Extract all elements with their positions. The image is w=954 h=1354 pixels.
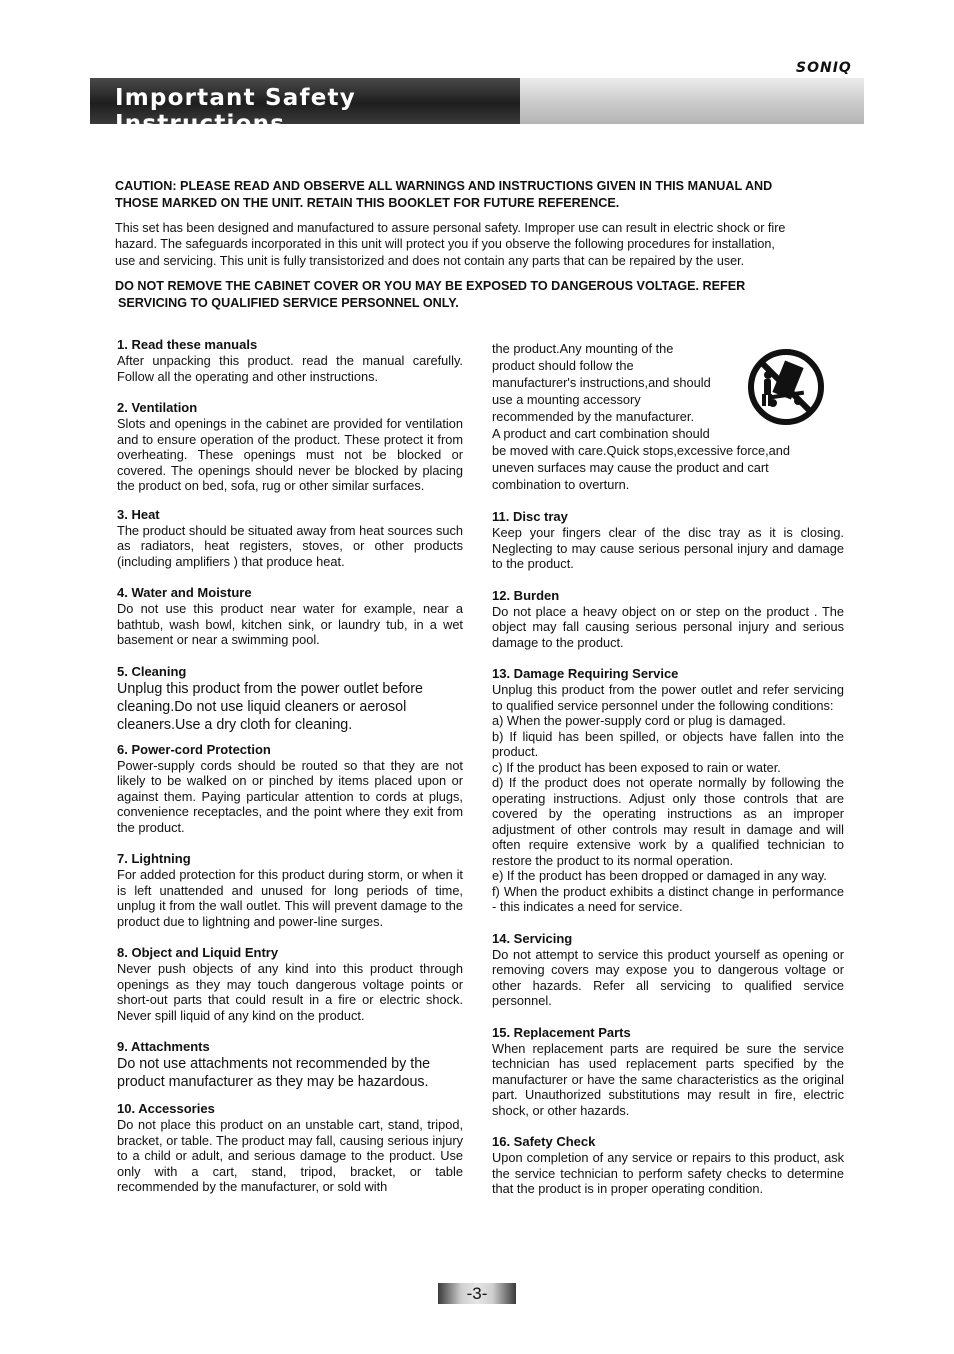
section-heading: 15. Replacement Parts <box>492 1024 631 1040</box>
section-heading: 7. Lightning <box>117 851 191 866</box>
title-banner-dark <box>90 78 520 137</box>
section-body: Do not use attachments not recommended by the product manufacturer as they may be hazardous. <box>117 1056 431 1090</box>
section-replacement-parts <box>492 1025 844 1119</box>
caution-line: CAUTION: PLEASE READ AND OBSERVE ALL WARNINGS AND INSTRUCTIONS GIVEN IN THIS MANUAL AND <box>115 179 773 193</box>
section-ventilation <box>117 400 463 494</box>
voltage-warning <box>115 278 835 311</box>
section-body: The product should be situated away from heat sources such as radiators, heat registers, stoves, or other products (including amplifiers ) that produce heat. <box>117 522 463 569</box>
section-heading: 11. Disc tray <box>492 509 568 524</box>
section-heading: 4. Water and Moisture <box>117 585 252 600</box>
right-column <box>492 340 844 1197</box>
title-banner <box>90 78 864 137</box>
section-burden <box>492 588 844 651</box>
continued-line: the product.Any mounting of the <box>492 341 674 356</box>
intro-line: hazard. The safeguards incorporated in this unit will protect you if you observe the following procedures for installation, <box>115 237 775 252</box>
section-heading: 16. Safety Check <box>492 1134 596 1149</box>
page-title: Important Safety Instructions <box>115 85 356 137</box>
section-accessories <box>117 1101 463 1195</box>
section-water-moisture <box>117 585 463 648</box>
section-damage-service <box>492 666 844 915</box>
caution-notice <box>115 178 835 211</box>
section-heading: 6. Power-cord Protection <box>117 741 271 757</box>
section-body: Unplug this product from the power outlet before cleaning.Do not use liquid cleaners or aerosol cleaners.Use a dry cloth for cleaning. <box>117 680 423 733</box>
section-heading: 14. Servicing <box>492 930 573 946</box>
continued-line: combination to overturn. <box>492 477 630 492</box>
section-body: Do not attempt to service this product yourself as opening or removing covers may expose you to dangerous voltage or other hazards. Refer all servicing to qualified service personnel. <box>492 946 844 1008</box>
warning-line: SERVICING TO QUALIFIED SERVICE PERSONNEL ONLY. <box>118 295 459 310</box>
section-body: Power-supply cords should be routed so that they are not likely to be walked on or pinched by items placed upon or against them. Paying particular attention to cords at plugs, convenience receptacles, and the point where they exit from the product. <box>117 757 463 835</box>
section-cleaning <box>117 664 463 734</box>
section-heading: 2. Ventilation <box>117 400 198 415</box>
continued-line: recommended by the manufacturer. <box>492 409 695 424</box>
section-body: Unplug this product from the power outlet and refer servicing to qualified service personnel under the following conditions: <box>492 682 844 713</box>
condition-item: d) If the product does not operate normally by following the operating instructions. Adjust only those controls that are covered by the operating instructions as an improper adjustment of other controls may result in damage and will often require extensive work by a qualified technician to restore the product to its normal operation. <box>492 775 844 868</box>
intro-line: use and servicing. This unit is fully transistorized and does not contain any parts that can be repaired by the user. <box>115 253 745 268</box>
section-body: For added protection for this product during storm, or when it is left unattended and unused for long periods of time, unplug it from the wall outlet. This will prevent damage to the product due to lightning and power-line surges. <box>117 867 463 929</box>
section-heading: 13. Damage Requiring Service <box>492 666 679 681</box>
section-body: Slots and openings in the cabinet are provided for ventilation and to ensure operation of the product. These protect it from overheating. These openings must not be blocked or covered. The openings should never be blocked by placing the product on bed, sofa, rug or other similar surfaces. <box>117 416 463 493</box>
section-attachments <box>117 1039 463 1091</box>
no-cart-tipover-icon <box>746 347 826 427</box>
section-body: Keep your fingers clear of the disc tray as it is closing. Neglecting to may cause serious personal injury and damage to the product. <box>492 525 844 571</box>
section-heading: 8. Object and Liquid Entry <box>117 945 279 960</box>
section-heading: 5. Cleaning <box>117 663 187 679</box>
section-heading: 10. Accessories <box>117 1101 215 1116</box>
section-read-manuals <box>117 337 463 384</box>
condition-item: f) When the product exhibits a distinct change in performance - this indicates a need for service. <box>492 883 844 914</box>
section-body: Do not use this product near water for example, near a bathtub, wash bowl, kitchen sink, or laundry tub, in a wet basement or near a swimming pool. <box>117 601 463 647</box>
section-servicing <box>492 931 844 1009</box>
left-column <box>117 337 463 1195</box>
section-body: When replacement parts are required be sure the service technician has used replacement parts specified by the manufacturer or have the same characteristics as the original part. Unauthorized substitutions may result in fire, electric shock, or other hazards. <box>492 1040 844 1118</box>
continued-line: use a mounting accessory <box>492 392 641 407</box>
intro-paragraph <box>115 220 840 269</box>
section-body: Do not place this product on an unstable cart, stand, tripod, bracket, or table. The product may fall, causing serious injury to a child or adult, and serious damage to the product. Use only with a cart, stand, tripod, bracket, or table recommended by the manufacturer, or sold with <box>117 1117 463 1194</box>
continued-line: be moved with care.Quick stops,excessive force,and <box>492 443 791 458</box>
section-safety-check <box>492 1134 844 1197</box>
intro-line: This set has been designed and manufactured to assure personal safety. Improper use can result in electric shock or fire <box>115 221 786 235</box>
section-heat <box>117 507 463 570</box>
condition-item: c) If the product has been exposed to rain or water. <box>492 759 781 775</box>
brand-logo: SONIQ <box>796 60 852 76</box>
section-body: Do not place a heavy object on or step on the product . The object may fall causing serious personal injury and serious damage to the product. <box>492 603 844 650</box>
condition-item: e) If the product has been dropped or damaged in any way. <box>492 868 827 883</box>
condition-item: a) When the power-supply cord or plug is damaged. <box>492 713 786 728</box>
section-body: Upon completion of any service or repairs to this product, ask the service technician to perform safety checks to determine that the product is in proper operating condition. <box>492 1150 844 1196</box>
section-body: Never push objects of any kind into this product through openings as they may touch dangerous voltage points or short-out parts that could result in a fire or electric shock. Never spill liquid of any kind on the product. <box>117 961 463 1023</box>
section-power-cord <box>117 742 463 836</box>
continued-line: manufacturer's instructions,and should <box>492 375 711 390</box>
section-object-liquid <box>117 945 463 1023</box>
section-heading: 3. Heat <box>117 506 160 522</box>
section-heading: 9. Attachments <box>117 1039 210 1054</box>
caution-line: THOSE MARKED ON THE UNIT. RETAIN THIS BOOKLET FOR FUTURE REFERENCE. <box>115 195 620 210</box>
section-disc-tray <box>492 509 844 572</box>
continued-line: uneven surfaces may cause the product and cart <box>492 460 769 475</box>
page-number: -3- <box>438 1283 516 1304</box>
continued-line: A product and cart combination should <box>492 426 710 441</box>
section-body: After unpacking this product. read the manual carefully. Follow all the operating and other instructions. <box>117 353 463 384</box>
section-heading: 1. Read these manuals <box>117 337 258 352</box>
section-lightning <box>117 851 463 929</box>
continued-line: product should follow the <box>492 358 634 373</box>
condition-item: b) If liquid has been spilled, or objects have fallen into the product. <box>492 728 844 759</box>
warning-line: DO NOT REMOVE THE CABINET COVER OR YOU MAY BE EXPOSED TO DANGEROUS VOLTAGE. REFER <box>115 279 746 293</box>
section-heading: 12. Burden <box>492 587 560 603</box>
